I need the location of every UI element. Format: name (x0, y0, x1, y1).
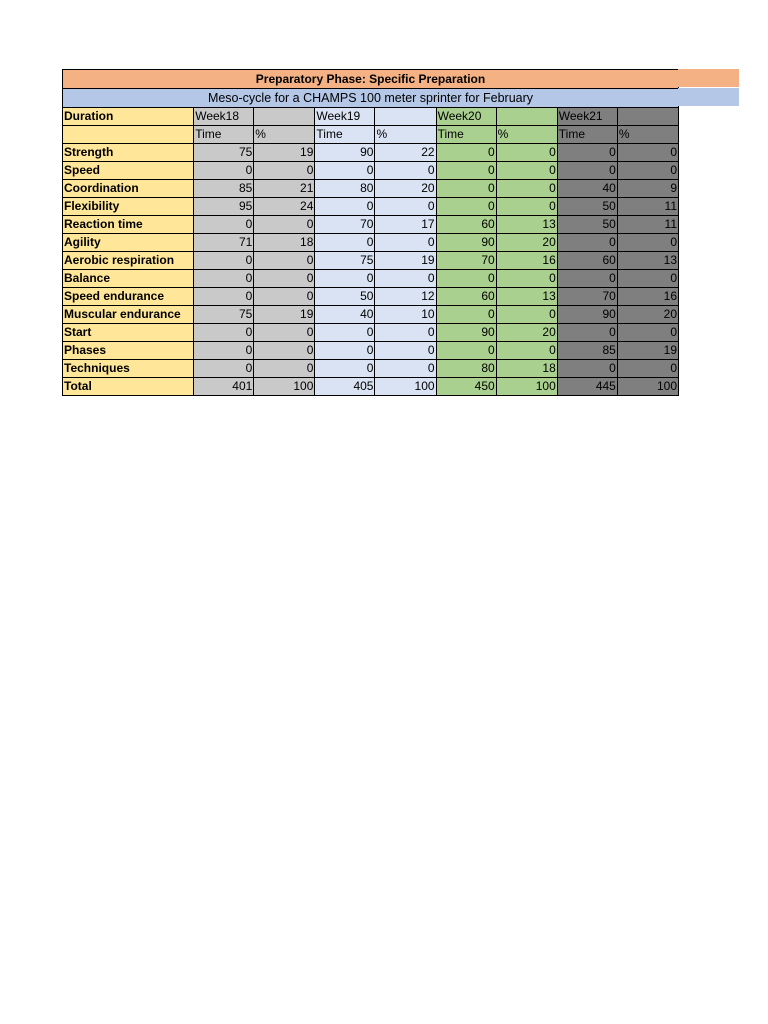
pct-cell-week20: 0 (496, 342, 557, 360)
table-row (63, 360, 679, 378)
pct-cell-week18: 0 (254, 342, 315, 360)
pct-cell-week18: 19 (254, 306, 315, 324)
time-cell-week19: 70 (315, 216, 375, 234)
time-cell-week20: 70 (436, 252, 496, 270)
pct-cell-week20: 100 (496, 378, 557, 396)
pct-cell-week19: 10 (375, 306, 436, 324)
pct-cell-week21: 9 (617, 180, 678, 198)
pct-cell-week21: 0 (617, 324, 678, 342)
pct-cell-week19: 17 (375, 216, 436, 234)
time-cell-week20: 0 (436, 198, 496, 216)
time-cell-week21: 0 (557, 324, 617, 342)
row-label: Total (63, 378, 194, 396)
time-cell-week19: 0 (315, 198, 375, 216)
week-header-19: Week19 (315, 108, 375, 126)
time-cell-week19: 75 (315, 252, 375, 270)
time-cell-week19: 40 (315, 306, 375, 324)
time-cell-week18: 0 (194, 216, 254, 234)
row-label: Techniques (63, 360, 194, 378)
pct-cell-week21: 11 (617, 216, 678, 234)
pct-cell-week19: 0 (375, 360, 436, 378)
row-label: Reaction time (63, 216, 194, 234)
time-cell-week18: 95 (194, 198, 254, 216)
title-row (62, 69, 679, 88)
time-cell-week21: 90 (557, 306, 617, 324)
time-cell-week19: 50 (315, 288, 375, 306)
week-header-row (63, 108, 679, 126)
time-cell-week21: 50 (557, 198, 617, 216)
table-row (63, 270, 679, 288)
pct-cell-week19: 0 (375, 162, 436, 180)
pct-cell-week18: 0 (254, 252, 315, 270)
time-cell-week18: 85 (194, 180, 254, 198)
pct-cell-week20: 18 (496, 360, 557, 378)
pct-cell-week19: 0 (375, 234, 436, 252)
time-cell-week20: 0 (436, 306, 496, 324)
week-header-20: Week20 (436, 108, 496, 126)
week-header-18-blank (254, 108, 315, 126)
table-row (63, 324, 679, 342)
time-cell-week21: 70 (557, 288, 617, 306)
pct-header-21: % (617, 126, 678, 144)
row-label: Speed endurance (63, 288, 194, 306)
time-cell-week19: 0 (315, 360, 375, 378)
pct-cell-week20: 0 (496, 162, 557, 180)
time-cell-week20: 90 (436, 234, 496, 252)
pct-cell-week18: 21 (254, 180, 315, 198)
pct-cell-week21: 11 (617, 198, 678, 216)
pct-cell-week21: 0 (617, 162, 678, 180)
pct-cell-week20: 20 (496, 234, 557, 252)
table-row (63, 198, 679, 216)
pct-cell-week21: 0 (617, 234, 678, 252)
time-cell-week20: 0 (436, 180, 496, 198)
time-cell-week18: 0 (194, 162, 254, 180)
training-table (62, 107, 679, 396)
time-cell-week21: 85 (557, 342, 617, 360)
row-label: Agility (63, 234, 194, 252)
time-header-20: Time (436, 126, 496, 144)
pct-cell-week20: 0 (496, 198, 557, 216)
table-row (63, 306, 679, 324)
pct-cell-week20: 13 (496, 216, 557, 234)
table-row (63, 234, 679, 252)
subtitle-row (62, 88, 679, 107)
time-cell-week18: 0 (194, 288, 254, 306)
time-cell-week21: 0 (557, 270, 617, 288)
pct-cell-week20: 16 (496, 252, 557, 270)
pct-cell-week19: 100 (375, 378, 436, 396)
time-cell-week20: 0 (436, 144, 496, 162)
pct-cell-week19: 12 (375, 288, 436, 306)
time-cell-week19: 0 (315, 162, 375, 180)
pct-cell-week18: 100 (254, 378, 315, 396)
time-cell-week20: 0 (436, 342, 496, 360)
row-label: Balance (63, 270, 194, 288)
time-cell-week19: 0 (315, 324, 375, 342)
pct-cell-week21: 0 (617, 144, 678, 162)
pct-cell-week18: 0 (254, 360, 315, 378)
pct-cell-week18: 0 (254, 162, 315, 180)
time-cell-week19: 90 (315, 144, 375, 162)
time-cell-week21: 0 (557, 144, 617, 162)
pct-cell-week18: 0 (254, 288, 315, 306)
pct-cell-week19: 0 (375, 342, 436, 360)
time-cell-week18: 0 (194, 270, 254, 288)
pct-cell-week21: 16 (617, 288, 678, 306)
time-cell-week19: 80 (315, 180, 375, 198)
time-cell-week18: 401 (194, 378, 254, 396)
time-cell-week20: 0 (436, 162, 496, 180)
pct-cell-week21: 20 (617, 306, 678, 324)
pct-cell-week20: 0 (496, 180, 557, 198)
week-header-18: Week18 (194, 108, 254, 126)
pct-header-18: % (254, 126, 315, 144)
time-cell-week18: 71 (194, 234, 254, 252)
week-header-20-blank (496, 108, 557, 126)
pct-cell-week18: 19 (254, 144, 315, 162)
row-label: Flexibility (63, 198, 194, 216)
week-header-19-blank (375, 108, 436, 126)
row-label: Strength (63, 144, 194, 162)
time-cell-week20: 60 (436, 216, 496, 234)
time-cell-week18: 0 (194, 252, 254, 270)
pct-cell-week19: 19 (375, 252, 436, 270)
table-row (63, 288, 679, 306)
pct-cell-week21: 0 (617, 360, 678, 378)
time-cell-week20: 90 (436, 324, 496, 342)
pct-cell-week20: 0 (496, 144, 557, 162)
pct-header-19: % (375, 126, 436, 144)
time-cell-week20: 450 (436, 378, 496, 396)
pct-cell-week19: 20 (375, 180, 436, 198)
row-label: Coordination (63, 180, 194, 198)
table-row (63, 216, 679, 234)
time-cell-week20: 0 (436, 270, 496, 288)
pct-cell-week19: 0 (375, 324, 436, 342)
row-label: Aerobic respiration (63, 252, 194, 270)
time-cell-week18: 75 (194, 306, 254, 324)
pct-cell-week19: 22 (375, 144, 436, 162)
pct-cell-week19: 0 (375, 198, 436, 216)
time-cell-week20: 60 (436, 288, 496, 306)
table-row (63, 144, 679, 162)
time-cell-week21: 0 (557, 360, 617, 378)
time-cell-week19: 0 (315, 234, 375, 252)
row-label: Muscular endurance (63, 306, 194, 324)
table-row (63, 252, 679, 270)
time-cell-week20: 80 (436, 360, 496, 378)
table-row (63, 162, 679, 180)
time-cell-week21: 60 (557, 252, 617, 270)
pct-cell-week18: 0 (254, 216, 315, 234)
time-cell-week21: 0 (557, 162, 617, 180)
pct-cell-week18: 0 (254, 270, 315, 288)
time-header-21: Time (557, 126, 617, 144)
time-header-19: Time (315, 126, 375, 144)
time-cell-week18: 0 (194, 360, 254, 378)
sheet-title: Preparatory Phase: Specific Preparation (255, 72, 486, 86)
row-label: Speed (63, 162, 194, 180)
pct-cell-week21: 19 (617, 342, 678, 360)
unit-header-row (63, 126, 679, 144)
pct-cell-week21: 13 (617, 252, 678, 270)
time-cell-week18: 75 (194, 144, 254, 162)
time-cell-week19: 405 (315, 378, 375, 396)
week-header-21-blank (617, 108, 678, 126)
time-cell-week18: 0 (194, 324, 254, 342)
row-label: Start (63, 324, 194, 342)
pct-cell-week19: 0 (375, 270, 436, 288)
pct-cell-week20: 0 (496, 306, 557, 324)
pct-cell-week21: 0 (617, 270, 678, 288)
time-cell-week18: 0 (194, 342, 254, 360)
time-cell-week21: 0 (557, 234, 617, 252)
pct-cell-week20: 20 (496, 324, 557, 342)
time-cell-week21: 50 (557, 216, 617, 234)
pct-cell-week21: 100 (617, 378, 678, 396)
time-cell-week21: 445 (557, 378, 617, 396)
title-row-extension (678, 69, 739, 87)
table-row (63, 342, 679, 360)
pct-header-20: % (496, 126, 557, 144)
pct-cell-week20: 13 (496, 288, 557, 306)
spreadsheet (62, 69, 739, 396)
pct-cell-week20: 0 (496, 270, 557, 288)
week-header-21: Week21 (557, 108, 617, 126)
time-cell-week19: 0 (315, 342, 375, 360)
table-row (63, 180, 679, 198)
duration-header: Duration (63, 108, 194, 126)
time-header-18: Time (194, 126, 254, 144)
row-label: Phases (63, 342, 194, 360)
subtitle-row-extension (678, 88, 739, 106)
sheet-subtitle: Meso-cycle for a CHAMPS 100 meter sprinter for February (207, 91, 534, 105)
pct-cell-week18: 18 (254, 234, 315, 252)
time-cell-week19: 0 (315, 270, 375, 288)
pct-cell-week18: 24 (254, 198, 315, 216)
table-row (63, 378, 679, 396)
unit-header-blank (63, 126, 194, 144)
time-cell-week21: 40 (557, 180, 617, 198)
pct-cell-week18: 0 (254, 324, 315, 342)
